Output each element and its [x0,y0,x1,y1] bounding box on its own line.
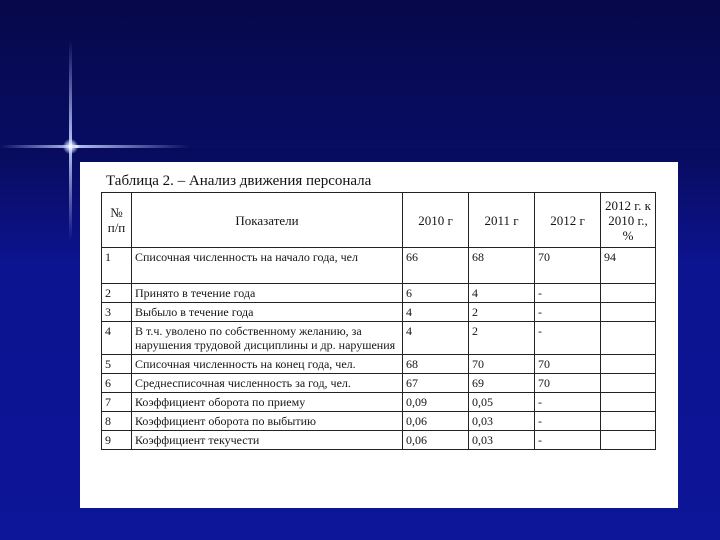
table-row [102,393,656,412]
row-label: Списочная численность на конец года, чел. [132,355,403,374]
cell-2012: - [535,393,601,412]
row-label: Списочная численность на начало года, чел [132,248,403,284]
header-2010: 2010 г [403,193,469,248]
cell-2010: 68 [403,355,469,374]
cell-2011: 70 [469,355,535,374]
table-caption: Таблица 2. – Анализ движения персонала [106,173,372,189]
lens-flare-horizontal [0,145,190,148]
table-header-row [102,193,656,248]
cell-ratio [601,374,656,393]
lens-flare-center [63,139,78,154]
cell-ratio [601,393,656,412]
cell-2012: - [535,284,601,303]
cell-2010: 0,06 [403,431,469,450]
cell-ratio [601,303,656,322]
cell-ratio [601,431,656,450]
cell-2011: 0,05 [469,393,535,412]
cell-ratio: 94 [601,248,656,284]
row-label: Коэффициент оборота по выбытию [132,412,403,431]
table-row [102,322,656,355]
row-number: 3 [102,303,132,322]
cell-ratio [601,412,656,431]
cell-2011: 2 [469,303,535,322]
cell-2012: 70 [535,374,601,393]
table-row [102,374,656,393]
cell-2010: 6 [403,284,469,303]
row-label: Среднесписочная численность за год, чел. [132,374,403,393]
personnel-movement-table [101,192,656,450]
cell-2010: 4 [403,322,469,355]
row-number: 2 [102,284,132,303]
row-number: 1 [102,248,132,284]
row-label: Принято в течение года [132,284,403,303]
header-num: № п/п [102,193,132,248]
cell-ratio [601,284,656,303]
cell-2010: 0,06 [403,412,469,431]
cell-2011: 2 [469,322,535,355]
row-number: 4 [102,322,132,355]
table-row [102,284,656,303]
row-number: 6 [102,374,132,393]
table-row [102,355,656,374]
table-row [102,303,656,322]
row-label: Коэффициент оборота по приему [132,393,403,412]
cell-2011: 4 [469,284,535,303]
header-ratio: 2012 г. к 2010 г., % [601,193,656,248]
header-2012: 2012 г [535,193,601,248]
row-label: Коэффициент текучести [132,431,403,450]
cell-2012: 70 [535,355,601,374]
cell-2012: - [535,431,601,450]
cell-2010: 4 [403,303,469,322]
table-image-panel [80,162,678,508]
table-row [102,431,656,450]
cell-2012: - [535,303,601,322]
cell-ratio [601,322,656,355]
cell-2011: 0,03 [469,431,535,450]
header-2011: 2011 г [469,193,535,248]
cell-2010: 67 [403,374,469,393]
row-number: 5 [102,355,132,374]
row-number: 7 [102,393,132,412]
cell-2011: 68 [469,248,535,284]
header-indicator: Показатели [132,193,403,248]
cell-2011: 69 [469,374,535,393]
cell-2010: 66 [403,248,469,284]
cell-2012: - [535,322,601,355]
row-number: 8 [102,412,132,431]
cell-2010: 0,09 [403,393,469,412]
cell-2011: 0,03 [469,412,535,431]
table-row [102,248,656,284]
row-label: Выбыло в течение года [132,303,403,322]
row-number: 9 [102,431,132,450]
cell-ratio [601,355,656,374]
cell-2012: 70 [535,248,601,284]
cell-2012: - [535,412,601,431]
row-label: В т.ч. уволено по собственному желанию, за нарушения трудовой дисциплины и др. нарушения [132,322,403,355]
table-row [102,412,656,431]
